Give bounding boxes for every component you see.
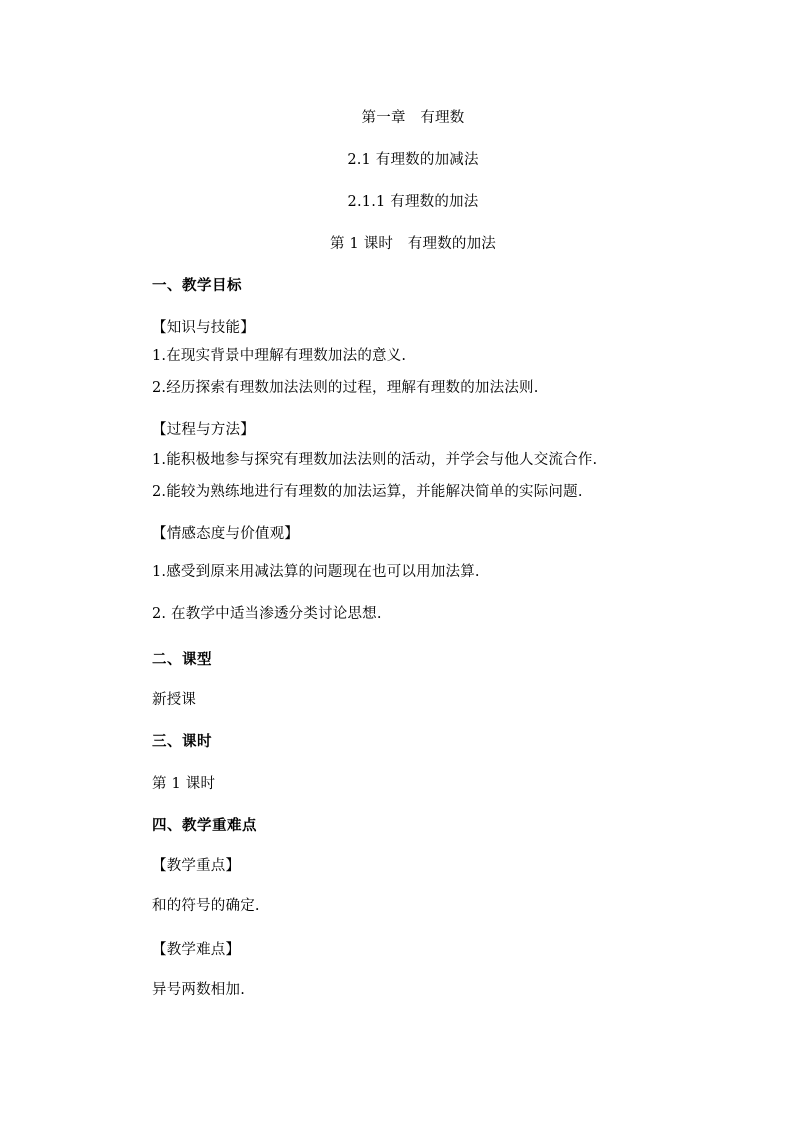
process-label: 【过程与方法】 — [152, 422, 255, 438]
knowledge-item: 2.经历探索有理数加法法则的过程，理解有理数的加法法则. — [152, 380, 539, 396]
class-hours-value: 第 1 课时 — [152, 776, 216, 792]
focus-value: 和的符号的确定. — [152, 898, 260, 914]
subsection-title: 2.1.1 有理数的加法 — [347, 194, 479, 210]
lesson-type-value: 新授课 — [152, 692, 197, 708]
section-title: 2.1 有理数的加减法 — [347, 152, 479, 168]
lesson-type-heading: 二、课型 — [152, 652, 212, 668]
chapter-title: 第一章 有理数 — [361, 110, 465, 126]
lesson-title: 第 1 课时 有理数的加法 — [329, 236, 497, 252]
key-points-heading: 四、教学重难点 — [152, 818, 257, 834]
knowledge-label: 【知识与技能】 — [152, 320, 255, 336]
process-item: 2.能较为熟练地进行有理数的加法运算，并能解决简单的实际问题. — [152, 484, 583, 500]
attitude-item: 2. 在教学中适当渗透分类讨论思想. — [152, 606, 382, 622]
focus-label: 【教学重点】 — [152, 858, 241, 874]
knowledge-item: 1.在现实背景中理解有理数加法的意义. — [152, 348, 407, 364]
attitude-item: 1.感受到原来用减法算的问题现在也可以用加法算. — [152, 564, 480, 580]
attitude-label: 【情感态度与价值观】 — [152, 526, 299, 542]
difficulty-label: 【教学难点】 — [152, 942, 241, 958]
process-item: 1.能积极地参与探究有理数加法法则的活动，并学会与他人交流合作. — [152, 452, 598, 468]
class-hours-heading: 三、课时 — [152, 734, 212, 750]
objectives-heading: 一、教学目标 — [152, 278, 242, 294]
difficulty-value: 异号两数相加. — [152, 982, 246, 998]
